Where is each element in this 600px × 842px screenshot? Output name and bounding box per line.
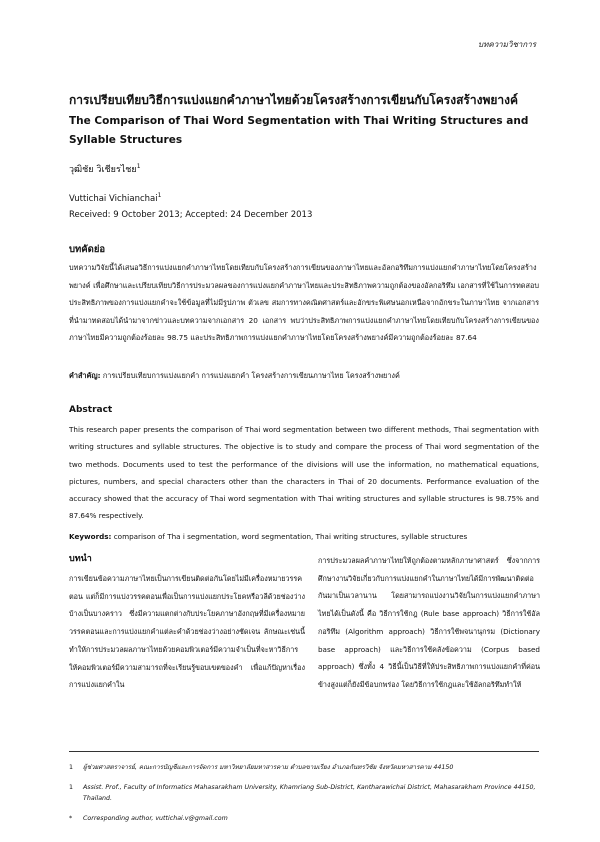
abstract-english-heading: Abstract: [69, 405, 113, 415]
footnote-english-affiliation: [69, 782, 539, 804]
abstract-thai-body: บทความวิจัยนี้ได้เสนอวิธีการแบ่งแยกคำภาษาไทยโดยเทียบกับโครงสร้างการเขียนของภาษาไทยและอัลกอริทึมการแบ่งแยกคำภาษาไทยโดยโครงสร้างพยางค์ เพื่อศึกษาและเปรียบเทียบวิธีการประมวลผลของการแบ่งแยกคำภาษาไทยและประสิทธิภาพความถูกต้องของอัลกอริทึม เอกสารที่ใช้ในการทดสอบประสิทธิภาพของการแบ่งแยกคำจะใช้ข้อมูลที่ไม่มีรูปภาพ ตัวเลข สมการทางคณิตศาสตร์และอักขระพิเศษนอกเหนือจากอักขระในภาษาไทย จากเอกสารที่นำมาทดสอบได้นำมาจากข่าวและบทความจากเอกสาร 20 เอกสาร พบว่าประสิทธิภาพการแบ่งแยกคำภาษาไทยโดยเทียบกับโครงสร้างการเขียนของภาษาไทยมีความถูกต้องร้อยละ 98.75 และประสิทธิภาพการแบ่งแยกคำภาษาไทยโดยโครงสร้างพยางค์มีความถูกต้องร้อยละ 87.64: [69, 263, 539, 342]
abstract-thai-heading: บทคัดย่อ: [69, 244, 106, 255]
keywords-english-label: Keywords:: [69, 532, 112, 541]
received-accepted-dates: Received: 9 October 2013; Accepted: 24 December 2013: [69, 210, 313, 220]
footnote-mark: 1: [69, 784, 74, 791]
author-english: [69, 192, 161, 204]
keywords-thai-label: คำสำคัญ:: [69, 371, 101, 380]
footnote-mark: *: [69, 815, 73, 822]
introduction-column-left: การเขียนข้อความภาษาไทยเป็นการเขียนติดต่อกันโดยไม่มีเครื่องหมายวรรคตอน แต่ก็มีการแบ่งวรรคตอนเพื่อเป็นการแบ่งแยกประโยคหรือวลีด้วยช่องว่างบ้างเป็นบางคราว ซึ่งมีความแตกต่างกับประโยคภาษาอังกฤษที่มีเครื่องหมายวรรคตอนและการแบ่งแยกคำแต่ละคำด้วยช่องว่างอย่างชัดเจน ลักษณะเช่นนี้ทำให้การประมวลผลภาษาไทยด้วยคอมพิวเตอร์มีความจำเป็นที่จะหาวิธีการให้คอมพิวเตอร์มีความสามารถที่จะเรียนรู้ขอบเขตของคำ เพื่อแก้ปัญหาเรื่องการแบ่งแยกคำใน: [69, 574, 305, 690]
introduction-column-right: การประมวลผลคำภาษาไทยให้ถูกต้องตามหลักภาษาศาสตร์ ซึ่งจากการศึกษางานวิจัยเกี่ยวกับการแบ่งแยกคำในภาษาไทยได้มีการพัฒนาติดต่อกันมาเป็นเวลานาน โดยสามารถแบ่งงานวิจัยในการแบ่งแยกคำภาษาไทยได้เป็นดังนี้ คือ วิธีการใช้กฎ (Rule base approach) วิธีการใช้อัลกอริทึม (Algorithm approach) วิธีการใช้พจนานุกรม (Dictionary base approach) และวิธีการใช้คลังข้อความ (Corpus based approach) ซึ่งทั้ง 4 วิธีนี้เป็นวิธีที่ให้ประสิทธิภาพการแบ่งแยกคำที่ค่อนข้างสูงแต่ก็ยังมีข้อบกพร่อง โดยวิธีการใช้กฎและใช้อัลกอริทึมทำให้: [318, 556, 540, 689]
author-thai-affiliation-mark: 1: [136, 163, 141, 170]
section-label: บทความวิชาการ: [477, 40, 536, 49]
author-thai: [69, 162, 141, 176]
author-english-name: Vuttichai Vichianchai: [69, 193, 158, 204]
abstract-english-body: This research paper presents the comparison of Thai word segmentation between two different methods, Thai segmentation with writing structures and syllable structures. The objective is to study and compare the process of Thai word segmentation of the two methods. Documents used to test the performance of the divisions will use the information, no mathematical equations, pictures, numbers, and special characters other than the characters in Thai of 20 documents. Performance evaluation of the accuracy showed that the accuracy of Thai word segmentation with Thai writing structures and syllable structures is 98.75% and 87.64% respectively.: [69, 425, 539, 521]
keywords-english: [69, 532, 539, 541]
keywords-english-list: comparison of Tha i segmentation, word segmentation, Thai writing structures, syllable structures: [113, 532, 468, 541]
footnote-text: ผู้ช่วยศาสตราจารย์, คณะการบัญชีและการจัดการ มหาวิทยาลัยมหาสารคาม ตำบลขามเรียง อำเภอกันทรวิชัย จังหวัดมหาสารคาม 44150: [83, 764, 454, 771]
footnote-text: Corresponding author, vuttichai.v@gmail.com: [83, 815, 228, 822]
footnote-corresponding-author: [69, 813, 539, 824]
footnote-thai-affiliation: [69, 762, 539, 773]
footnote-divider: [69, 751, 539, 752]
author-thai-name: วุฒิชัย วิเชียรไชย: [69, 165, 137, 175]
footnote-text: Assist. Prof., Faculty of Informatics Mahasarakham University, Khamriang Sub-District, Kantharawichai District, Mahasarakham Province 44150, Thailand.: [83, 784, 536, 802]
title-english: The Comparison of Thai Word Segmentation with Thai Writing Structures and Syllable Structures: [69, 115, 529, 146]
keywords-thai: [69, 371, 539, 382]
title-thai: การเปรียบเทียบวิธีการแบ่งแยกคำภาษาไทยด้วยโครงสร้างการเขียนกับโครงสร้างพยางค์: [69, 93, 519, 107]
footnote-mark: 1: [69, 764, 74, 771]
author-english-affiliation-mark: 1: [157, 192, 162, 199]
introduction-heading: บทนำ: [69, 554, 92, 564]
keywords-thai-list: การเปรียบเทียบการแบ่งแยกคำ การแบ่งแยกคำ โครงสร้างการเขียนภาษาไทย โครงสร้างพยางค์: [102, 371, 400, 380]
